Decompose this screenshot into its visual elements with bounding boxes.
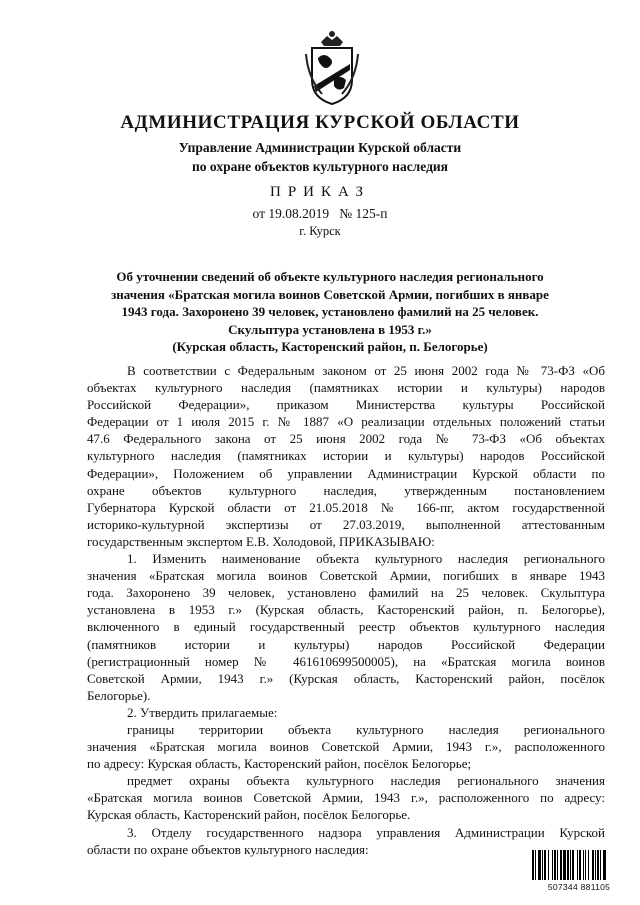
barcode-bar xyxy=(535,850,536,880)
barcode-bar xyxy=(588,850,589,880)
barcode-bar xyxy=(600,850,601,880)
body-line: «Братская могила воинов Советской Армии, 1943 г.», расположенного по адресу: xyxy=(87,790,605,806)
body-line: историко-культурной экспертизы от 27.03.2019, выполненной аттестованным xyxy=(87,516,605,532)
body-line: 2. Утвердить прилагаемые: xyxy=(127,704,278,720)
body-line: области по охране объектов культурного наследия: xyxy=(87,841,369,857)
coat-of-arms-icon xyxy=(304,28,360,106)
barcode-bar xyxy=(570,850,571,880)
barcode-bar xyxy=(583,850,584,880)
department-line-1: Управление Администрации Курской области xyxy=(178,140,462,155)
body-line: значения «Братская могила воинов Советской Армии, 1943 г.», расположенного xyxy=(87,739,605,755)
barcode-bar xyxy=(548,850,549,880)
document-type: ПРИКАЗ xyxy=(270,184,370,200)
barcode-bar xyxy=(567,850,569,880)
body-line: охране объектов культурного наследия, утвержденным постановлением xyxy=(87,482,605,498)
barcode-bar xyxy=(544,850,546,880)
body-line: (регистрационный номер № 461610699500005), на «Братская могила воинов xyxy=(87,653,605,669)
body-line: Губернатора Курской области от 21.05.2018 № 166-пг, актом государственной xyxy=(87,499,605,515)
department-line-2: по охране объектов культурного наследия xyxy=(192,159,448,174)
body-line: установлена в 1953 г.» (Курская область, Касторенский район, п. Белогорье), xyxy=(87,602,605,618)
organization-name: АДМИНИСТРАЦИЯ КУРСКОЙ ОБЛАСТИ xyxy=(120,112,520,133)
title-line: 1943 года. Захоронено 39 человек, установлено фамилий на 25 человек. xyxy=(121,304,539,319)
body-line: границы территории объекта культурного наследия регионального xyxy=(127,721,605,737)
body-line: Курская область, Касторенский район, посёлок Белогорье. xyxy=(87,807,411,823)
body-line: 47.6 Федерального закона от 25 июня 2002 года № 73-ФЗ «Об объектах xyxy=(87,431,605,447)
document-title xyxy=(80,268,580,356)
title-line: Скульптура установлена в 1953 г.» xyxy=(228,321,432,337)
body-line: Белогорье). xyxy=(87,687,151,703)
city: г. Курск xyxy=(299,224,341,238)
barcode-bar xyxy=(597,850,599,880)
body-line: Федерации от 1 июля 2015 г. № 1887 «О реализации отдельных положений статьи xyxy=(87,414,605,430)
barcode-number: 507344 881105 xyxy=(547,882,611,892)
body-line: 3. Отделу государственного надзора управления Администрации Курской xyxy=(127,824,605,840)
number-label: № xyxy=(339,206,353,221)
barcode-bar xyxy=(603,850,606,880)
body-line: Советской Армии, 1943 г.» (Курская область, Касторенский район, посёлок xyxy=(87,670,605,686)
title-line: Об уточнении сведений об объекте культурного наследия регионального xyxy=(116,269,544,284)
barcode-bar xyxy=(557,850,558,880)
body-line: государственным экспертом Е.В. Холодовой, ПРИКАЗЫВАЮ: xyxy=(87,533,435,549)
document-number: 125-п xyxy=(355,206,388,221)
barcode-bar xyxy=(579,850,581,880)
body-line: 1. Изменить наименование объекта культурного наследия регионального xyxy=(127,551,605,567)
barcode-bar xyxy=(538,850,541,880)
date-label: от xyxy=(252,206,265,221)
barcode-bar xyxy=(592,850,594,880)
title-line: (Курская область, Касторенский район, п. Белогорье) xyxy=(172,339,488,354)
body-line: Федерации», Положением об управлении Администрации Курской области по xyxy=(87,465,605,481)
body-line: объектах культурного наследия (памятниках истории и культуры) народов xyxy=(87,380,605,396)
document-date: 19.08.2019 xyxy=(268,206,330,221)
date-number-line xyxy=(0,206,640,222)
barcode-bar xyxy=(577,850,578,880)
body-line: по адресу: Курская область, Касторенский район, посёлок Белогорье; xyxy=(87,756,472,772)
body-line: предмет охраны объекта культурного наследия регионального значения xyxy=(127,773,605,789)
document-body xyxy=(87,362,605,858)
barcode-bar xyxy=(585,850,586,880)
body-line: культурного наследия (памятниках истории и культуры) народов Российской xyxy=(87,448,605,464)
barcode-bar xyxy=(552,850,553,880)
barcode-bar xyxy=(572,850,574,880)
body-line: Российской Федерации», приказом Министерства культуры Российской xyxy=(87,397,605,413)
body-line: года. Захоронено 39 человек, установлено фамилий на 25 человек. Скульптура xyxy=(87,585,605,601)
barcode-icon xyxy=(532,850,626,880)
barcode-bar xyxy=(560,850,562,880)
body-line: включенного в единый государственный реестр объектов культурного наследия xyxy=(87,619,605,635)
body-line: (памятников истории и культуры) народов Российской Федерации xyxy=(87,636,605,652)
barcode-bar xyxy=(563,850,566,880)
barcode-bar xyxy=(595,850,596,880)
body-line: В соответствии с Федеральным законом от 25 июня 2002 года № 73-ФЗ «Об xyxy=(127,363,605,378)
barcode-bar xyxy=(532,850,534,880)
body-line: значения «Братская могила воинов Советской Армии, погибших в январе 1943 xyxy=(87,568,605,584)
title-line: значения «Братская могила воинов Советской Армии, погибших в январе xyxy=(111,286,549,302)
barcode-bar xyxy=(542,850,543,880)
barcode-bar xyxy=(554,850,556,880)
